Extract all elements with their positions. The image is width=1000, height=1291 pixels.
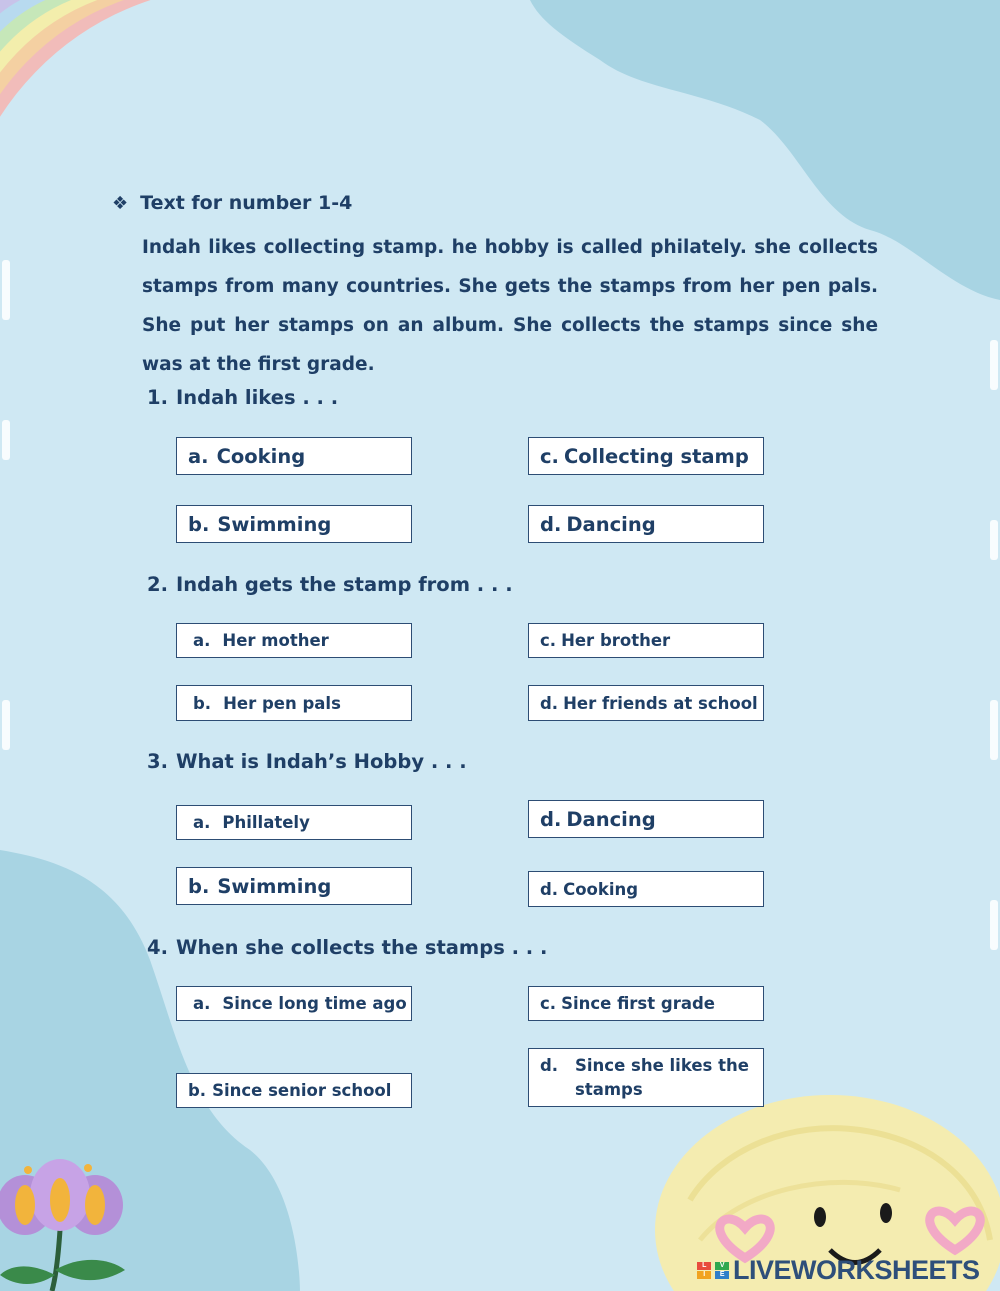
option-text: Since long time ago xyxy=(222,994,407,1013)
option-text: Dancing xyxy=(566,807,656,831)
option-2c[interactable] xyxy=(528,623,764,658)
live-logo-icon: L I xyxy=(697,1262,711,1279)
option-letter: b. xyxy=(193,693,212,713)
option-text: Dancing xyxy=(566,512,656,536)
option-text: Swimming xyxy=(217,512,332,536)
option-line-2 xyxy=(540,1078,643,1102)
option-letter: d. xyxy=(540,512,562,536)
option-3d-cooking[interactable] xyxy=(528,871,764,907)
option-text: Cooking xyxy=(216,444,306,468)
question-number: 2. xyxy=(147,573,168,596)
question-number: 1. xyxy=(147,386,168,409)
option-text: Her mother xyxy=(222,631,329,650)
question-3 xyxy=(147,750,467,773)
option-letter: c. xyxy=(540,631,557,650)
option-1a[interactable] xyxy=(176,437,412,475)
option-text-line-1: Since she likes the xyxy=(575,1055,749,1075)
option-letter: a. xyxy=(193,813,211,832)
question-text: What is Indah’s Hobby . . . xyxy=(176,750,467,773)
question-1 xyxy=(147,386,338,409)
option-text: Since first grade xyxy=(561,994,715,1013)
passage-heading xyxy=(112,192,352,214)
passage-title: Text for number 1-4 xyxy=(140,192,353,214)
option-letter: a. xyxy=(193,631,211,650)
option-text: Her pen pals xyxy=(223,693,341,713)
option-2b[interactable] xyxy=(176,685,412,721)
option-text-line-2: stamps xyxy=(575,1079,643,1099)
diamond-bullet-icon: ❖ xyxy=(112,192,129,214)
option-3a[interactable] xyxy=(176,805,412,840)
question-text: Indah likes . . . xyxy=(176,386,339,409)
option-1d[interactable] xyxy=(528,505,764,543)
question-number: 4. xyxy=(147,936,168,959)
option-4d[interactable] xyxy=(528,1048,764,1107)
brand-text: LIVEWORKSHEETS xyxy=(733,1255,980,1285)
option-4a[interactable] xyxy=(176,986,412,1021)
question-text: Indah gets the stamp from . . . xyxy=(176,573,513,596)
option-text: Phillately xyxy=(222,813,310,832)
option-line-1 xyxy=(540,1054,749,1078)
option-letter: a. xyxy=(193,994,211,1013)
option-text: Collecting stamp xyxy=(563,444,749,468)
flower-icon xyxy=(0,1159,125,1291)
option-letter: c. xyxy=(540,444,559,468)
option-letter: b. xyxy=(188,512,210,536)
question-number: 3. xyxy=(147,750,168,773)
question-4 xyxy=(147,936,547,959)
option-2a[interactable] xyxy=(176,623,412,658)
option-text: Cooking xyxy=(563,879,639,899)
option-letter: b. xyxy=(188,874,210,898)
option-text: Her friends at school xyxy=(563,693,758,713)
question-text: When she collects the stamps . . . xyxy=(176,936,548,959)
option-letter: b. xyxy=(188,1081,207,1100)
question-2 xyxy=(147,573,513,596)
option-2d[interactable] xyxy=(528,685,764,721)
option-letter: c. xyxy=(540,994,557,1013)
option-text: Swimming xyxy=(217,874,332,898)
option-1c[interactable] xyxy=(528,437,764,475)
option-1b[interactable] xyxy=(176,505,412,543)
option-text: Her brother xyxy=(561,631,671,650)
liveworksheets-logo: L I V E LIVEWORKSHEETS xyxy=(697,1255,980,1286)
option-letter: d. xyxy=(540,879,559,899)
passage-text: Indah likes collecting stamp. he hobby is called philately. she collects stamps from many countries. She gets the stamps from her pen pals. She put her stamps on an album. She collects the stamps since she was at the first grade. xyxy=(142,237,878,375)
option-text: Since senior school xyxy=(212,1081,392,1100)
option-3d-dancing[interactable] xyxy=(528,800,764,838)
option-4c[interactable] xyxy=(528,986,764,1021)
option-letter: d. xyxy=(540,807,562,831)
option-letter: d. xyxy=(540,693,559,713)
option-3b[interactable] xyxy=(176,867,412,905)
option-4b[interactable] xyxy=(176,1073,412,1108)
option-letter: a. xyxy=(188,444,209,468)
option-letter: d. xyxy=(540,1055,559,1075)
